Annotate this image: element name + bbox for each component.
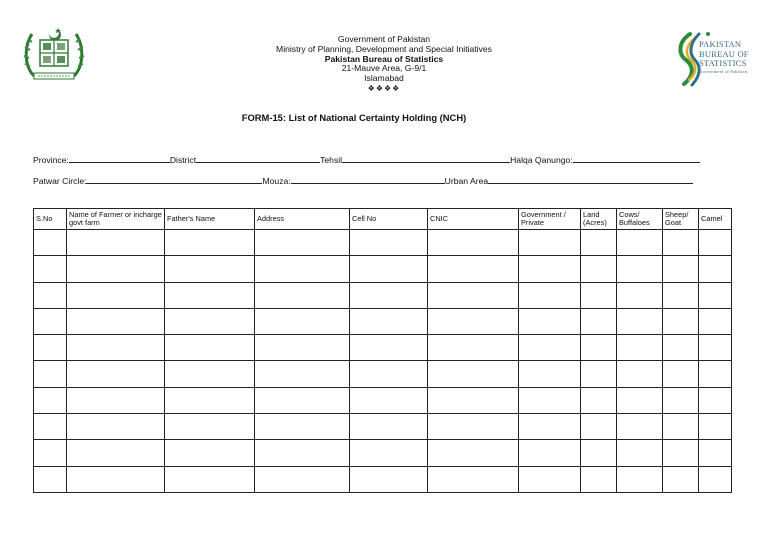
- table-cell[interactable]: [350, 361, 428, 387]
- table-cell[interactable]: [663, 440, 699, 466]
- table-cell[interactable]: [350, 387, 428, 413]
- header-ornament: ❖❖❖❖: [367, 83, 401, 93]
- table-cell[interactable]: [34, 440, 67, 466]
- table-cell[interactable]: [350, 230, 428, 256]
- table-cell[interactable]: [165, 230, 255, 256]
- table-cell[interactable]: [663, 308, 699, 334]
- table-row: [34, 466, 732, 492]
- table-cell[interactable]: [428, 361, 519, 387]
- table-cell[interactable]: [165, 256, 255, 282]
- patwar-label: Patwar Circle:: [33, 176, 87, 186]
- table-cell[interactable]: [699, 440, 732, 466]
- column-header: Father's Name: [165, 209, 255, 230]
- table-row: [34, 256, 732, 282]
- column-header: CNIC: [428, 209, 519, 230]
- table-cell[interactable]: [428, 308, 519, 334]
- table-cell[interactable]: [165, 387, 255, 413]
- fields-row-circle: [33, 175, 693, 186]
- table-cell[interactable]: [699, 414, 732, 440]
- table-cell[interactable]: [699, 308, 732, 334]
- halqa-label: Halqa Qanungo:: [510, 155, 573, 165]
- table-cell[interactable]: [617, 387, 663, 413]
- table-cell[interactable]: [581, 361, 617, 387]
- table-cell[interactable]: [663, 256, 699, 282]
- table-cell[interactable]: [255, 282, 350, 308]
- table-cell[interactable]: [67, 256, 165, 282]
- table-cell[interactable]: [519, 387, 581, 413]
- table-cell[interactable]: [699, 282, 732, 308]
- table-body: [34, 230, 732, 493]
- table-cell[interactable]: [581, 282, 617, 308]
- table-row: [34, 387, 732, 413]
- table-cell[interactable]: [581, 466, 617, 492]
- column-header: Name of Farmer or incharge govt farm: [67, 209, 165, 230]
- table-cell[interactable]: [581, 308, 617, 334]
- fields-row-location: [33, 154, 700, 165]
- nch-table: [33, 208, 732, 493]
- table-cell[interactable]: [617, 256, 663, 282]
- table-cell[interactable]: [67, 308, 165, 334]
- table-cell[interactable]: [663, 414, 699, 440]
- table-cell[interactable]: [428, 466, 519, 492]
- table-cell[interactable]: [581, 335, 617, 361]
- table-row: [34, 440, 732, 466]
- table-cell[interactable]: [67, 335, 165, 361]
- province-label: Province:: [33, 155, 69, 165]
- table-cell[interactable]: [350, 282, 428, 308]
- table-cell[interactable]: [428, 256, 519, 282]
- table-cell[interactable]: [165, 361, 255, 387]
- district-input-line[interactable]: [196, 154, 320, 163]
- table-cell[interactable]: [699, 466, 732, 492]
- table-cell[interactable]: [165, 414, 255, 440]
- table-cell[interactable]: [617, 282, 663, 308]
- urban-label: Urban Area: [444, 176, 489, 186]
- table-cell[interactable]: [617, 308, 663, 334]
- table-cell[interactable]: [67, 466, 165, 492]
- table-cell[interactable]: [617, 414, 663, 440]
- header-address: 21-Mauve Area, G-9/1: [341, 63, 427, 74]
- table-cell[interactable]: [428, 387, 519, 413]
- table-cell[interactable]: [617, 335, 663, 361]
- table-cell[interactable]: [617, 230, 663, 256]
- header-city: Islamabad: [364, 73, 404, 84]
- mouza-label: Mouza:: [262, 176, 291, 186]
- table-cell[interactable]: [255, 230, 350, 256]
- column-header: Address: [255, 209, 350, 230]
- table-row: [34, 414, 732, 440]
- table-cell[interactable]: [350, 256, 428, 282]
- table-cell[interactable]: [165, 308, 255, 334]
- table-cell[interactable]: [34, 230, 67, 256]
- table-cell[interactable]: [699, 230, 732, 256]
- header-bureau: Pakistan Bureau of Statistics: [324, 53, 444, 64]
- table-cell[interactable]: [255, 440, 350, 466]
- table-cell[interactable]: [581, 440, 617, 466]
- table-cell[interactable]: [519, 230, 581, 256]
- table-cell[interactable]: [350, 335, 428, 361]
- table-cell[interactable]: [350, 466, 428, 492]
- table-cell[interactable]: [34, 256, 67, 282]
- table-cell[interactable]: [663, 387, 699, 413]
- table-cell[interactable]: [581, 256, 617, 282]
- table-cell[interactable]: [350, 440, 428, 466]
- table-cell[interactable]: [519, 361, 581, 387]
- table-cell[interactable]: [255, 466, 350, 492]
- table-cell[interactable]: [255, 387, 350, 413]
- table-row: [34, 308, 732, 334]
- table-cell[interactable]: [663, 230, 699, 256]
- table-cell[interactable]: [34, 335, 67, 361]
- table-cell[interactable]: [581, 230, 617, 256]
- table-cell[interactable]: [165, 440, 255, 466]
- table-cell[interactable]: [519, 466, 581, 492]
- pbs-logo-line3: STATISTICS: [699, 58, 747, 68]
- table-cell[interactable]: [34, 282, 67, 308]
- table-row: [34, 282, 732, 308]
- table-cell[interactable]: [663, 361, 699, 387]
- tehsil-input-line[interactable]: [342, 154, 510, 163]
- table-cell[interactable]: [255, 335, 350, 361]
- table-cell[interactable]: [34, 466, 67, 492]
- header-ministry: Ministry of Planning, Development and Special Initiatives: [276, 43, 492, 54]
- column-header: Sheep/ Goat: [663, 209, 699, 230]
- table-cell[interactable]: [519, 440, 581, 466]
- table-cell[interactable]: [67, 414, 165, 440]
- column-header: S.No: [34, 209, 67, 230]
- tehsil-label: Tehsil: [320, 155, 343, 165]
- table-cell[interactable]: [165, 335, 255, 361]
- table-cell[interactable]: [699, 361, 732, 387]
- table-cell[interactable]: [663, 466, 699, 492]
- table-cell[interactable]: [255, 256, 350, 282]
- table-cell[interactable]: [67, 361, 165, 387]
- pbs-logo-line4: Government of Pakistan: [699, 68, 748, 74]
- table-row: [34, 335, 732, 361]
- halqa-input-line[interactable]: [573, 154, 700, 163]
- table-cell[interactable]: [428, 414, 519, 440]
- table-cell[interactable]: [428, 282, 519, 308]
- table-cell[interactable]: [699, 335, 732, 361]
- table-cell[interactable]: [255, 414, 350, 440]
- table-cell[interactable]: [617, 466, 663, 492]
- table-cell[interactable]: [350, 414, 428, 440]
- table-cell[interactable]: [350, 308, 428, 334]
- column-header: Cows/ Buffaloes: [617, 209, 663, 230]
- table-cell[interactable]: [67, 440, 165, 466]
- urban-input-line[interactable]: [488, 175, 693, 184]
- table-cell[interactable]: [519, 256, 581, 282]
- table-cell[interactable]: [519, 335, 581, 361]
- table-cell[interactable]: [255, 361, 350, 387]
- table-cell[interactable]: [67, 282, 165, 308]
- table-cell[interactable]: [699, 256, 732, 282]
- district-label: District: [169, 155, 197, 165]
- table-header-row: [34, 209, 732, 230]
- column-header: Camel: [699, 209, 732, 230]
- header-government: Government of Pakistan: [337, 34, 431, 44]
- table-cell[interactable]: [617, 361, 663, 387]
- table-cell[interactable]: [519, 282, 581, 308]
- table-cell[interactable]: [663, 335, 699, 361]
- table-cell[interactable]: [34, 414, 67, 440]
- pbs-logo-line1: PAKISTAN: [699, 39, 742, 49]
- table-row: [34, 361, 732, 387]
- table-cell[interactable]: [34, 387, 67, 413]
- form-title: FORM-15: List of National Certainty Holding (NCH): [241, 112, 467, 123]
- table-cell[interactable]: [255, 308, 350, 334]
- table-row: [34, 230, 732, 256]
- table-cell[interactable]: [519, 308, 581, 334]
- table-cell[interactable]: [428, 230, 519, 256]
- column-header: Land (Acres): [581, 209, 617, 230]
- table-cell[interactable]: [67, 230, 165, 256]
- table-cell[interactable]: [617, 440, 663, 466]
- table-cell[interactable]: [699, 387, 732, 413]
- mouza-input-line[interactable]: [291, 175, 445, 184]
- document-header: [0, 35, 768, 94]
- table-cell[interactable]: [581, 414, 617, 440]
- province-input-line[interactable]: [69, 154, 170, 163]
- column-header: Cell No: [350, 209, 428, 230]
- column-header: Government / Private: [519, 209, 581, 230]
- pbs-logo-line2: BUREAU OF: [699, 48, 749, 59]
- patwar-input-line[interactable]: [86, 175, 262, 184]
- table-cell[interactable]: [519, 414, 581, 440]
- table-cell[interactable]: [165, 466, 255, 492]
- table-cell[interactable]: [34, 361, 67, 387]
- table-cell[interactable]: [663, 282, 699, 308]
- table-cell[interactable]: [34, 308, 67, 334]
- table-cell[interactable]: [165, 282, 255, 308]
- table-cell[interactable]: [428, 335, 519, 361]
- table-cell[interactable]: [428, 440, 519, 466]
- table-cell[interactable]: [581, 387, 617, 413]
- table-cell[interactable]: [67, 387, 165, 413]
